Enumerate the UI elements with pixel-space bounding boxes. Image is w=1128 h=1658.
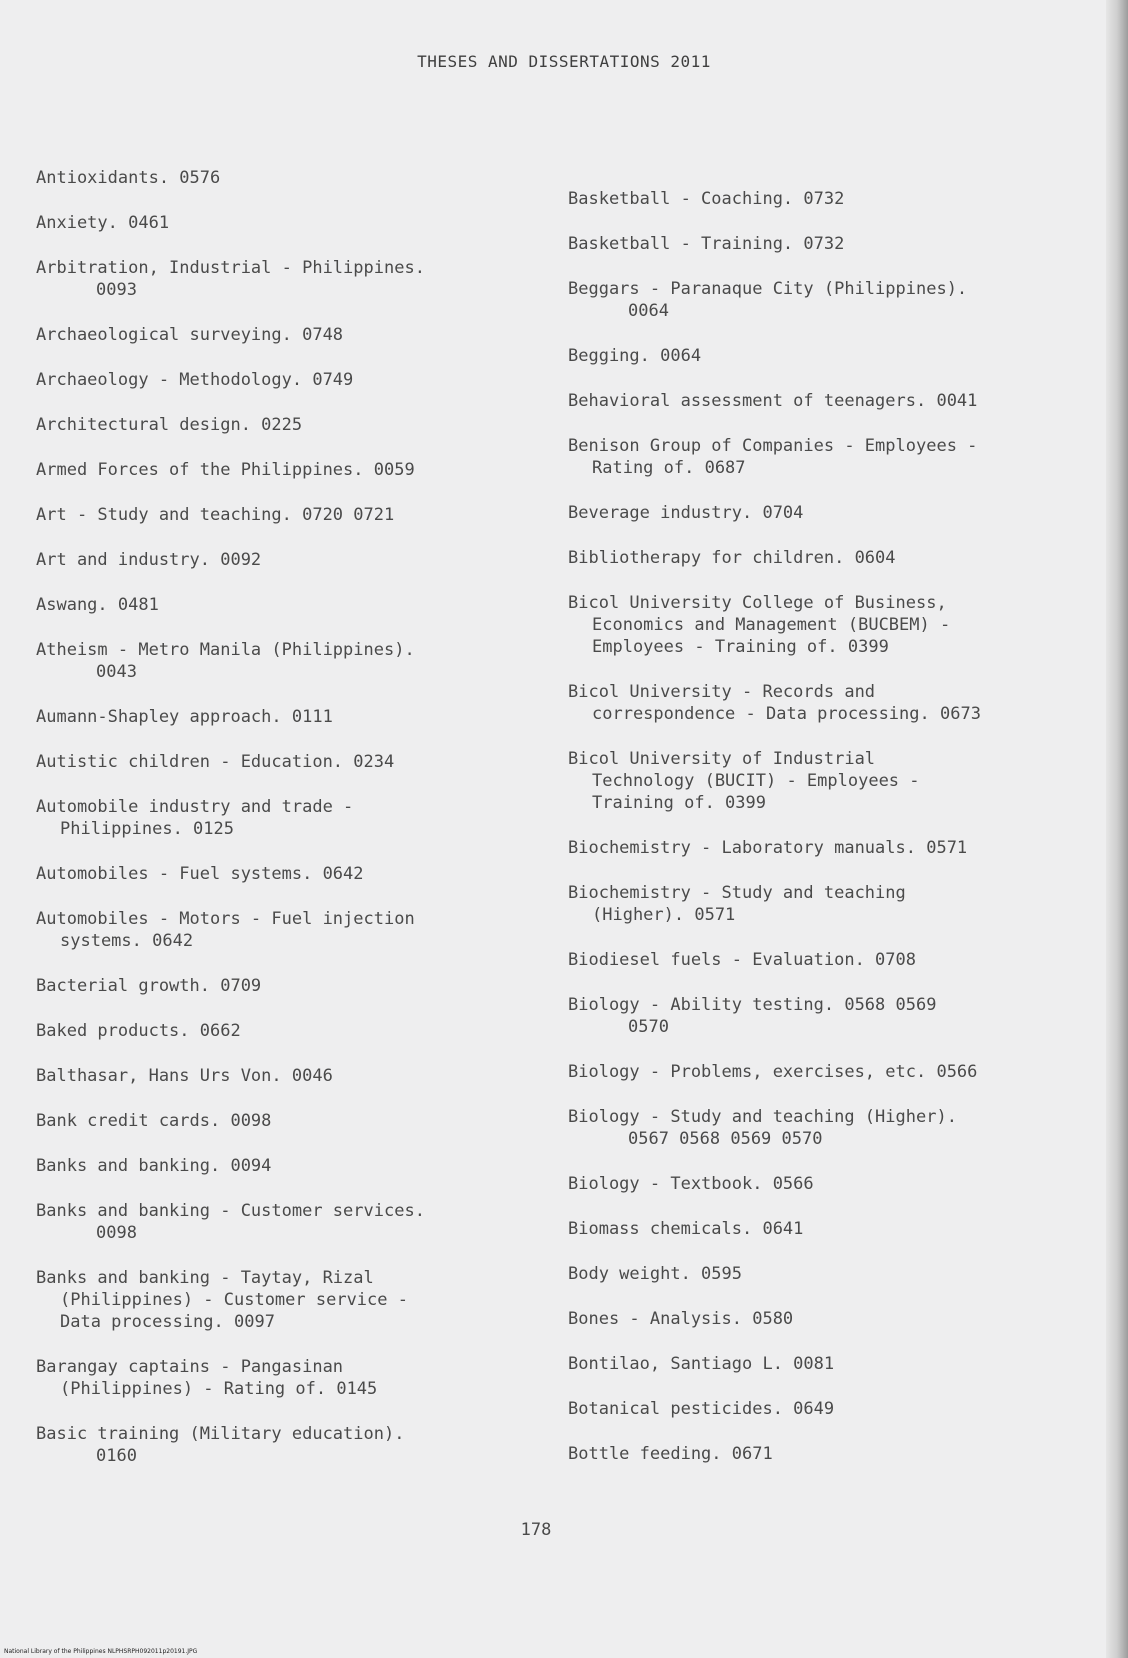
index-entry-continuation: 0570 bbox=[628, 1017, 669, 1037]
index-entry-heading: Body weight. 0595 bbox=[568, 1264, 742, 1284]
index-entry bbox=[36, 504, 516, 526]
index-entry bbox=[568, 547, 1088, 569]
index-entry-heading: Biology - Ability testing. 0568 0569 bbox=[568, 995, 937, 1015]
index-entry-heading: Architectural design. 0225 bbox=[36, 415, 303, 435]
index-column-right bbox=[568, 188, 1088, 1488]
index-entry-heading: Biochemistry - Study and teaching bbox=[568, 883, 906, 903]
index-entry bbox=[36, 257, 516, 301]
index-entry-heading: Beverage industry. 0704 bbox=[568, 503, 804, 523]
index-entry bbox=[568, 1061, 1088, 1083]
index-entry bbox=[36, 908, 516, 952]
index-entry bbox=[36, 1267, 516, 1333]
index-entry-heading: Anxiety. 0461 bbox=[36, 213, 170, 233]
index-entry-heading: Basketball - Coaching. 0732 bbox=[568, 189, 845, 209]
index-entry-heading: Biochemistry - Laboratory manuals. 0571 bbox=[568, 838, 968, 858]
index-entry bbox=[568, 748, 1088, 814]
index-entry-heading: Behavioral assessment of teenagers. 0041 bbox=[568, 391, 978, 411]
index-entry-heading: Bones - Analysis. 0580 bbox=[568, 1309, 794, 1329]
index-entry-continuation: (Philippines) - Rating of. 0145 bbox=[60, 1379, 378, 1399]
index-entry-continuation: Employees - Training of. 0399 bbox=[592, 637, 889, 657]
index-entry bbox=[568, 390, 1088, 412]
index-entry bbox=[568, 1443, 1088, 1465]
index-entry-continuation: systems. 0642 bbox=[60, 931, 194, 951]
index-entry-continuation: Philippines. 0125 bbox=[60, 819, 234, 839]
index-entry-heading: Basketball - Training. 0732 bbox=[568, 234, 845, 254]
index-entry-heading: Bontilao, Santiago L. 0081 bbox=[568, 1354, 835, 1374]
index-entry bbox=[36, 1200, 516, 1244]
index-entry bbox=[568, 994, 1088, 1038]
index-entry bbox=[568, 1106, 1088, 1150]
index-entry bbox=[568, 502, 1088, 524]
index-entry-heading: Begging. 0064 bbox=[568, 346, 702, 366]
index-entry-heading: Biomass chemicals. 0641 bbox=[568, 1219, 804, 1239]
index-entry-heading: Botanical pesticides. 0649 bbox=[568, 1399, 835, 1419]
index-entry bbox=[36, 1110, 516, 1132]
index-entry-continuation: Economics and Management (BUCBEM) - bbox=[592, 615, 951, 635]
index-entry-heading: Bibliotherapy for children. 0604 bbox=[568, 548, 896, 568]
index-entry bbox=[568, 188, 1088, 210]
index-entry bbox=[568, 435, 1088, 479]
index-entry bbox=[568, 1173, 1088, 1195]
index-entry bbox=[36, 706, 516, 728]
index-entry bbox=[568, 1353, 1088, 1375]
index-entry-continuation: 0160 bbox=[96, 1446, 137, 1466]
index-entry-continuation: (Philippines) - Customer service - bbox=[60, 1290, 408, 1310]
index-entry-continuation: 0098 bbox=[96, 1223, 137, 1243]
index-entry bbox=[36, 369, 516, 391]
index-entry bbox=[568, 345, 1088, 367]
index-entry-heading: Automobiles - Fuel systems. 0642 bbox=[36, 864, 364, 884]
index-entry bbox=[36, 414, 516, 436]
index-entry-heading: Benison Group of Companies - Employees - bbox=[568, 436, 978, 456]
index-entry-heading: Biology - Study and teaching (Higher). bbox=[568, 1107, 957, 1127]
index-entry bbox=[568, 1308, 1088, 1330]
index-entry bbox=[36, 594, 516, 616]
index-entry-heading: Banks and banking - Customer services. bbox=[36, 1201, 425, 1221]
index-entry-heading: Art - Study and teaching. 0720 0721 bbox=[36, 505, 395, 525]
index-entry-continuation: Training of. 0399 bbox=[592, 793, 766, 813]
index-entry bbox=[568, 278, 1088, 322]
index-entry-continuation: 0064 bbox=[628, 301, 669, 321]
index-entry-heading: Barangay captains - Pangasinan bbox=[36, 1357, 344, 1377]
index-entry-heading: Antioxidants. 0576 bbox=[36, 168, 221, 188]
index-entry bbox=[568, 837, 1088, 859]
index-entry-heading: Bicol University - Records and bbox=[568, 682, 876, 702]
index-entry-heading: Beggars - Paranaque City (Philippines). bbox=[568, 279, 968, 299]
index-entry-heading: Aumann-Shapley approach. 0111 bbox=[36, 707, 333, 727]
index-entry-heading: Banks and banking. 0094 bbox=[36, 1156, 272, 1176]
index-entry-heading: Art and industry. 0092 bbox=[36, 550, 262, 570]
index-entry-continuation: (Higher). 0571 bbox=[592, 905, 736, 925]
index-entry-heading: Balthasar, Hans Urs Von. 0046 bbox=[36, 1066, 333, 1086]
index-entry-heading: Automobile industry and trade - bbox=[36, 797, 354, 817]
index-entry-heading: Biodiesel fuels - Evaluation. 0708 bbox=[568, 950, 916, 970]
index-entry bbox=[36, 167, 516, 189]
index-entry bbox=[36, 1423, 516, 1467]
page-number: 178 bbox=[520, 1520, 552, 1540]
index-entry-heading: Aswang. 0481 bbox=[36, 595, 159, 615]
index-entry bbox=[36, 796, 516, 840]
index-column-left bbox=[36, 167, 516, 1490]
index-entry-heading: Autistic children - Education. 0234 bbox=[36, 752, 395, 772]
index-entry bbox=[36, 1155, 516, 1177]
index-entry-heading: Archaeology - Methodology. 0749 bbox=[36, 370, 354, 390]
index-entry-continuation: 0567 0568 0569 0570 bbox=[628, 1129, 823, 1149]
index-entry bbox=[568, 1218, 1088, 1240]
index-entry-heading: Automobiles - Motors - Fuel injection bbox=[36, 909, 415, 929]
index-entry-heading: Bottle feeding. 0671 bbox=[568, 1444, 773, 1464]
index-entry-heading: Biology - Textbook. 0566 bbox=[568, 1174, 814, 1194]
index-entry bbox=[36, 1065, 516, 1087]
index-entry bbox=[568, 233, 1088, 255]
index-entry bbox=[36, 324, 516, 346]
index-entry bbox=[36, 751, 516, 773]
index-entry bbox=[36, 975, 516, 997]
page-edge-shadow bbox=[1106, 0, 1128, 1658]
index-entry-heading: Bicol University of Industrial bbox=[568, 749, 876, 769]
index-entry-heading: Atheism - Metro Manila (Philippines). bbox=[36, 640, 415, 660]
index-entry bbox=[36, 1356, 516, 1400]
index-entry-continuation: Technology (BUCIT) - Employees - bbox=[592, 771, 920, 791]
index-entry bbox=[36, 639, 516, 683]
index-entry-heading: Banks and banking - Taytay, Rizal bbox=[36, 1268, 374, 1288]
index-entry-continuation: Rating of. 0687 bbox=[592, 458, 746, 478]
index-entry-heading: Armed Forces of the Philippines. 0059 bbox=[36, 460, 415, 480]
index-entry-continuation: 0093 bbox=[96, 280, 137, 300]
index-entry bbox=[568, 592, 1088, 658]
index-entry-heading: Bicol University College of Business, bbox=[568, 593, 947, 613]
page-header-title: THESES AND DISSERTATIONS 2011 bbox=[417, 52, 711, 71]
index-entry bbox=[568, 681, 1088, 725]
index-entry-continuation: 0043 bbox=[96, 662, 137, 682]
index-entry-heading: Bank credit cards. 0098 bbox=[36, 1111, 272, 1131]
index-entry-heading: Biology - Problems, exercises, etc. 0566 bbox=[568, 1062, 978, 1082]
index-entry-heading: Baked products. 0662 bbox=[36, 1021, 241, 1041]
index-entry bbox=[36, 1020, 516, 1042]
index-entry bbox=[568, 949, 1088, 971]
index-entry bbox=[568, 1263, 1088, 1285]
index-entry bbox=[36, 549, 516, 571]
index-entry bbox=[568, 1398, 1088, 1420]
index-entry-heading: Bacterial growth. 0709 bbox=[36, 976, 262, 996]
index-entry bbox=[568, 882, 1088, 926]
index-entry-heading: Archaeological surveying. 0748 bbox=[36, 325, 344, 345]
index-entry-heading: Arbitration, Industrial - Philippines. bbox=[36, 258, 425, 278]
index-entry-continuation: correspondence - Data processing. 0673 bbox=[592, 704, 981, 724]
index-entry-heading: Basic training (Military education). bbox=[36, 1424, 405, 1444]
index-entry-continuation: Data processing. 0097 bbox=[60, 1312, 275, 1332]
index-entry bbox=[36, 863, 516, 885]
scan-footer: National Library of the Philippines NLPHSRPH092011p20191.JPG bbox=[4, 1648, 198, 1655]
index-entry bbox=[36, 459, 516, 481]
index-entry bbox=[36, 212, 516, 234]
